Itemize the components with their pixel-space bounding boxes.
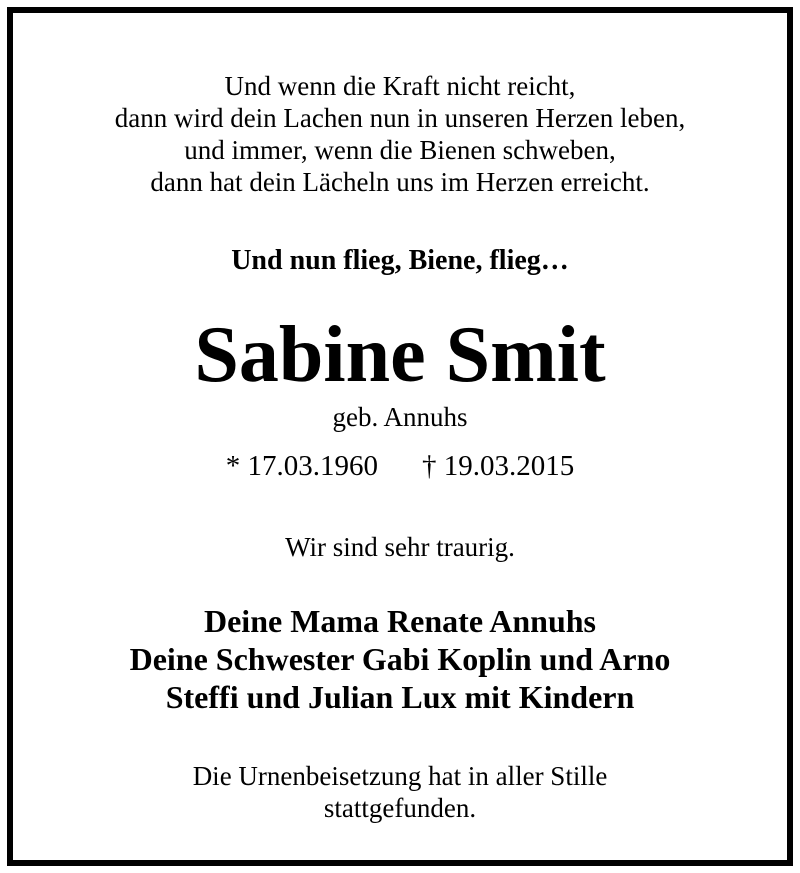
poem-line-4: dann hat dein Lächeln uns im Herzen erreicht. xyxy=(150,167,650,197)
life-dates xyxy=(13,449,787,483)
motto: Und nun flieg, Biene, flieg… xyxy=(231,245,569,276)
obituary-frame xyxy=(7,7,793,866)
birth-name: geb. Annuhs xyxy=(332,402,468,432)
death-date: † 19.03.2015 xyxy=(422,450,575,482)
mourner-line-3: Steffi und Julian Lux mit Kindern xyxy=(165,679,635,715)
deceased-name: Sabine Smit xyxy=(194,311,606,399)
poem-line-2: dann wird dein Lachen nun in unseren Herzen leben, xyxy=(114,103,686,133)
footer-line-1: Die Urnenbeisetzung hat in aller Stille xyxy=(192,761,608,791)
condolence-message: Wir sind sehr traurig. xyxy=(285,532,515,562)
poem-line-1: Und wenn die Kraft nicht reicht, xyxy=(224,71,576,101)
mourner-line-2: Deine Schwester Gabi Koplin und Arno xyxy=(129,641,671,677)
footer-line-2: stattgefunden. xyxy=(323,793,477,823)
mourner-line-1: Deine Mama Renate Annuhs xyxy=(203,603,596,639)
birth-date: * 17.03.1960 xyxy=(225,450,378,482)
poem-line-3: und immer, wenn die Bienen schweben, xyxy=(184,135,616,165)
